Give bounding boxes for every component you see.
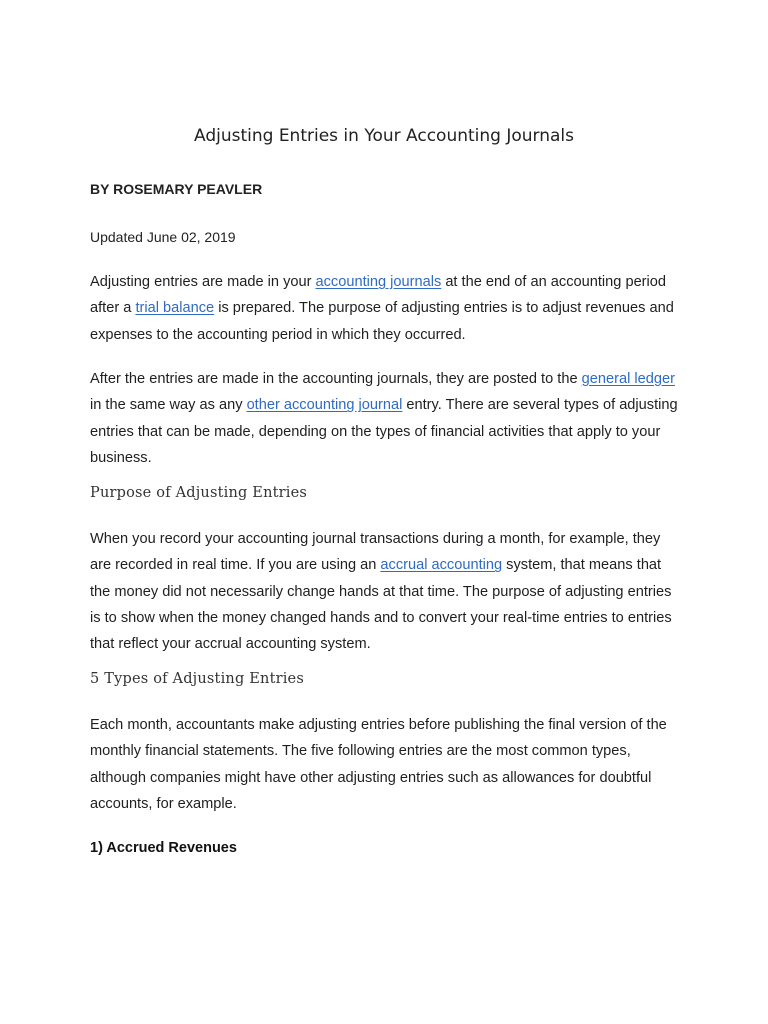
trial-balance-link[interactable]: trial balance [135, 300, 215, 317]
posting-paragraph [90, 366, 680, 471]
text-run: system, that means that the money did not necessarily change hands at that time. The purpose of adjusting entries is to show when the money changed hands and to convert your real-time entries to entries that reflect your accrual accounting system. [90, 557, 672, 653]
accounting-journals-link[interactable]: accounting journals [315, 274, 442, 290]
document-title: Adjusting Entries in Your Accounting Journals [193, 126, 575, 146]
general-ledger-link[interactable]: general ledger [581, 371, 675, 387]
author-byline: BY ROSEMARY PEAVLER [90, 181, 263, 197]
other-accounting-journal-link[interactable]: other accounting journal [246, 397, 403, 414]
section-heading-purpose: Purpose of Adjusting Entries [90, 485, 308, 501]
updated-date: Updated June 02, 2019 [90, 229, 236, 245]
purpose-paragraph [90, 526, 680, 657]
text-run: After the entries are made in the accounting journals, they are posted to the [90, 371, 582, 387]
intro-paragraph [90, 269, 680, 348]
text-run: entry. There are several types of adjusting entries that can be made, depending on the types of financial activities that apply to your business. [90, 397, 678, 466]
text-run: Adjusting entries are made in your [90, 274, 316, 290]
accrual-accounting-link[interactable]: accrual accounting [380, 557, 503, 574]
subheading-accrued-revenues: 1) Accrued Revenues [90, 840, 237, 856]
text-run: in the same way as any [90, 397, 247, 414]
text-run: When you record your accounting journal transactions during a month, for example, they are recorded in real time. If you are using an [90, 531, 661, 574]
section-heading-types: 5 Types of Adjusting Entries [90, 671, 304, 687]
types-paragraph: Each month, accountants make adjusting entries before publishing the final version of the monthly financial statements. The five following entries are the most common types, although companies might have other adjusting entries such as allowances for doubtful accounts, for example. [90, 717, 667, 812]
text-run: is prepared. The purpose of adjusting entries is to adjust revenues and expenses to the accounting period in which they occurred. [90, 300, 674, 343]
text-run: at the end of an accounting period after a [90, 274, 667, 317]
